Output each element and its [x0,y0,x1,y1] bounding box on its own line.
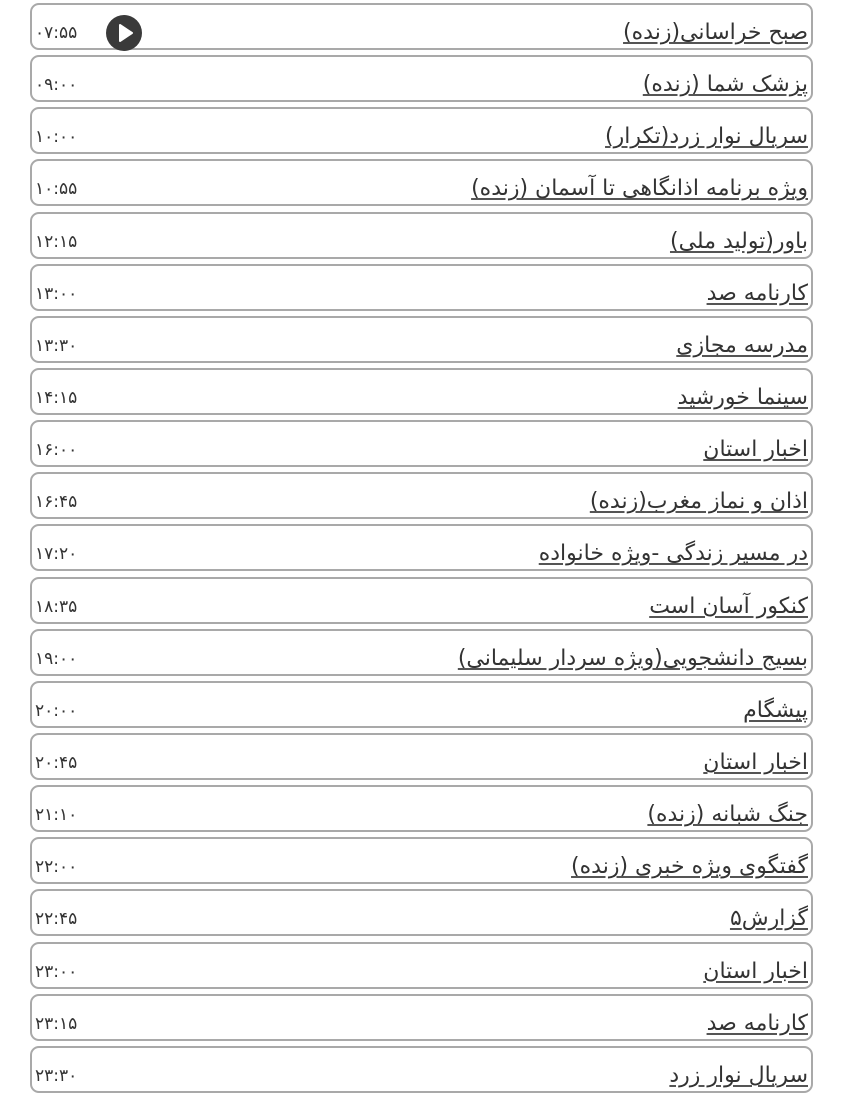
program-time: ۱۸:۳۵ [35,596,78,617]
schedule-row[interactable] [30,629,813,676]
program-title: ویژه برنامه اذانگاهی تا آسمان (زنده) [471,176,808,202]
program-time: ۰۹:۰۰ [35,75,78,96]
program-time: ۱۳:۳۰ [35,335,78,356]
schedule-row[interactable] [30,1046,813,1093]
program-title: صبح خراسانی(زنده) [623,20,808,45]
program-time: ۱۲:۱۵ [35,231,78,252]
program-title: بسیج دانشجویی(ویژه سردار سلیمانی) [457,645,808,671]
schedule-row[interactable] [30,420,813,467]
schedule-row[interactable] [30,264,813,311]
program-title: باور(تولید ملی) [669,228,808,254]
schedule-row[interactable] [30,889,813,936]
program-time: ۲۳:۰۰ [35,961,78,982]
program-time: ۱۳:۰۰ [35,283,78,304]
schedule-row[interactable] [30,55,813,102]
program-time: ۱۹:۰۰ [35,648,78,669]
program-title: اخبار استان [703,749,808,775]
program-title: کنکور آسان است [649,593,808,619]
program-title: جنگ شبانه (زنده) [647,802,808,828]
program-time: ۲۳:۱۵ [35,1013,78,1034]
program-title: اذان و نماز مغرب(زنده) [589,489,808,515]
schedule-row[interactable] [30,524,813,571]
program-title: اخبار استان [703,958,808,984]
schedule-row[interactable] [30,212,813,259]
program-title: گزارش۵ [729,906,808,932]
program-time: ۱۷:۲۰ [35,544,78,565]
program-time: ۲۲:۴۵ [35,909,78,930]
program-title: کارنامه صد [706,1010,808,1036]
program-title: سریال نوار زرد(تکرار) [605,124,808,150]
program-time: ۲۳:۳۰ [35,1065,78,1086]
program-title: سریال نوار زرد [669,1062,808,1088]
program-title: در مسیر زندگی -ویژه خانواده [538,541,808,567]
schedule-row[interactable] [30,942,813,989]
program-title: پیشگام [743,697,808,723]
program-time: ۱۰:۵۵ [35,179,78,200]
schedule-row[interactable] [30,681,813,728]
schedule-row[interactable] [30,107,813,154]
schedule-row[interactable] [30,577,813,624]
program-time: ۱۶:۰۰ [35,440,78,461]
schedule-row[interactable] [30,316,813,363]
program-title: پزشک شما (زنده) [642,72,808,98]
play-icon [106,15,142,51]
program-time: ۱۰:۰۰ [35,127,78,148]
program-time: ۲۱:۱۰ [35,805,78,826]
schedule-row[interactable] [30,159,813,206]
schedule-row[interactable] [30,368,813,415]
schedule-row[interactable] [30,3,813,50]
schedule-row[interactable] [30,472,813,519]
program-title: گفتگوی ویژه خبری (زنده) [571,854,808,880]
program-time: ۲۰:۴۵ [35,752,78,773]
schedule-row[interactable] [30,785,813,832]
schedule-row[interactable] [30,994,813,1041]
program-time: ۱۴:۱۵ [35,387,78,408]
program-schedule-list [30,3,813,1098]
program-time: ۱۶:۴۵ [35,492,78,513]
program-time: ۰۷:۵۵ [35,23,78,43]
program-time: ۲۰:۰۰ [35,700,78,721]
program-title: کارنامه صد [706,280,808,306]
schedule-row[interactable] [30,733,813,780]
program-title: اخبار استان [703,437,808,463]
program-title: مدرسه مجازی [676,332,808,358]
schedule-row[interactable] [30,837,813,884]
program-time: ۲۲:۰۰ [35,857,78,878]
program-title: سینما خورشید [677,384,808,410]
play-button[interactable] [106,15,142,51]
